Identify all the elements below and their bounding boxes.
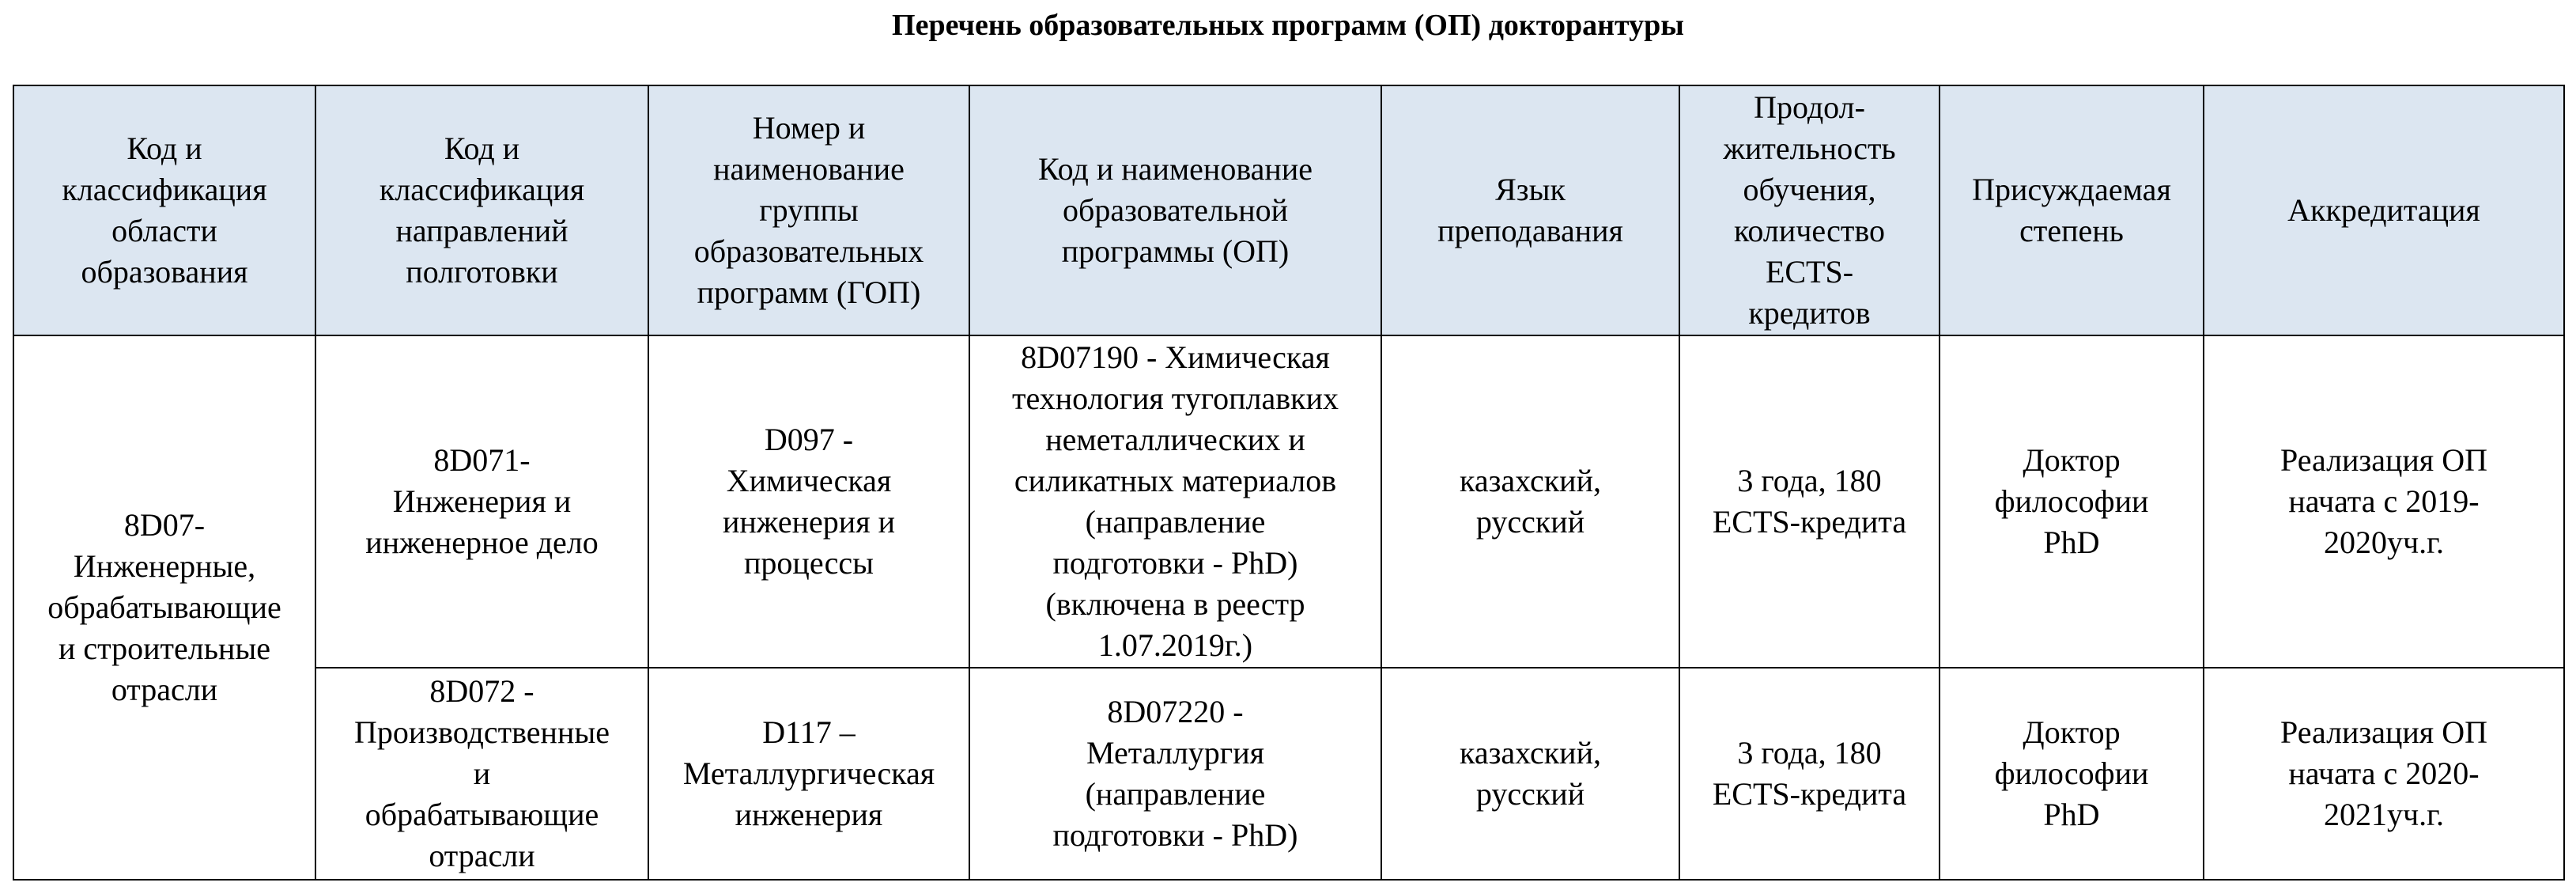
header-program-group: Номер и наименование группы образовательных программ (ГОП)	[648, 85, 969, 335]
header-language: Язык преподавания	[1381, 85, 1679, 335]
programs-table	[13, 85, 2565, 881]
accreditation-cell: Реализация ОП начата с 2020- 2021уч.г.	[2204, 668, 2564, 880]
header-direction-code: Код и классификация направлений полготовки	[315, 85, 648, 335]
document-title: Перечень образовательных программ (ОП) докторантуры	[892, 9, 1684, 42]
degree-cell: Доктор философии PhD	[1940, 335, 2204, 668]
program-cell: 8D07220 - Металлургия (направление подготовки - PhD)	[969, 668, 1381, 880]
accreditation-cell: Реализация ОП начата с 2019- 2020уч.г.	[2204, 335, 2564, 668]
table-row	[13, 668, 2564, 880]
header-duration: Продол- жительность обучения, количество ECTS- кредитов	[1679, 85, 1940, 335]
group-cell: D117 – Металлургическая инженерия	[648, 668, 969, 880]
direction-cell: 8D071- Инженерия и инженерное дело	[315, 335, 648, 668]
header-degree: Присуждаемая степень	[1940, 85, 2204, 335]
duration-cell: 3 года, 180 ECTS-кредита	[1679, 668, 1940, 880]
area-cell: 8D07- Инженерные, обрабатывающие и строительные отрасли	[13, 335, 315, 880]
table-header-row	[13, 85, 2564, 335]
language-cell: казахский, русский	[1381, 335, 1679, 668]
direction-cell: 8D072 - Производственные и обрабатывающие отрасли	[315, 668, 648, 880]
program-cell: 8D07190 - Химическая технология тугоплавких неметаллических и силикатных материалов (направление подготовки - PhD) (включена в реестр 1.07.2019г.)	[969, 335, 1381, 668]
language-cell: казахский, русский	[1381, 668, 1679, 880]
group-cell: D097 - Химическая инженерия и процессы	[648, 335, 969, 668]
degree-cell: Доктор философии PhD	[1940, 668, 2204, 880]
header-accreditation: Аккредитация	[2204, 85, 2564, 335]
duration-cell: 3 года, 180 ECTS-кредита	[1679, 335, 1940, 668]
header-program-code: Код и наименование образовательной программы (ОП)	[969, 85, 1381, 335]
table-row	[13, 335, 2564, 668]
header-area-code: Код и классификация области образования	[13, 85, 315, 335]
